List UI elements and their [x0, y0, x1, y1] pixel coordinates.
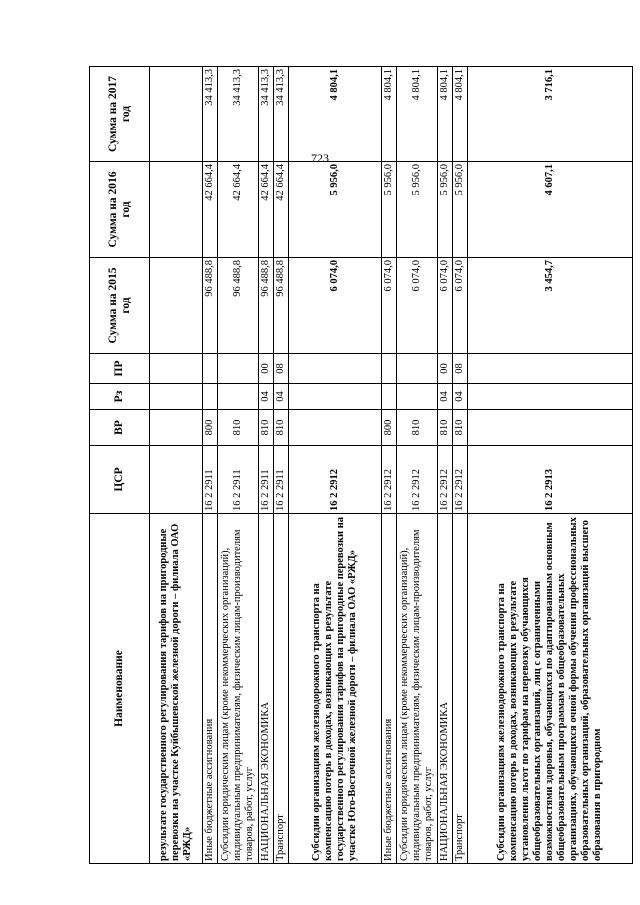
cell-name: Транспорт	[453, 514, 468, 864]
cell-sum-2016: 5 956,0	[382, 162, 397, 258]
cell-sum-2015: 6 074,0	[438, 258, 453, 354]
cell-vr	[468, 410, 633, 446]
cell-sum-2015: 6 074,0	[453, 258, 468, 354]
header-rz: Рз	[90, 384, 150, 410]
cell-name: НАЦИОНАЛЬНАЯ ЭКОНОМИКА	[259, 514, 274, 864]
cell-name: Иные бюджетные ассигнования	[203, 514, 218, 864]
table-row	[468, 67, 633, 864]
cell-name: Субсидии организациям железнодорожного транспорта на компенсацию потерь в доходах, возникающих в результате установления льгот по тарифам на перевозку обучающихся общеобразовательных организаций, лиц с ограниченными возможностями здоровья, обучающихся по адаптированным основным общеобразовательным программам в общеобразовательных организациях, обучающихся очной формы обучения профессиональных образовательных организаций, образовательных организаций высшего образования в пригородном	[468, 514, 633, 864]
cell-pr	[218, 354, 259, 384]
table-row	[274, 67, 289, 864]
cell-vr: 810	[453, 410, 468, 446]
cell-pr	[468, 354, 633, 384]
cell-vr: 810	[397, 410, 438, 446]
table-header-row	[90, 67, 150, 864]
table-row	[397, 67, 438, 864]
budget-table-sheet	[89, 67, 603, 864]
cell-csr: 16 2 2912	[289, 446, 382, 514]
table-row	[150, 67, 203, 864]
cell-pr	[289, 354, 382, 384]
cell-name: Субсидии юридическим лицам (кроме некоммерческих организаций), индивидуальным предпринимателям, физическим лицам-производителям товаров, работ, услуг	[397, 514, 438, 864]
cell-rz	[203, 384, 218, 410]
header-vr: ВР	[90, 410, 150, 446]
cell-pr: 08	[274, 354, 289, 384]
cell-sum-2016	[150, 162, 203, 258]
cell-rz	[150, 384, 203, 410]
cell-name: Иные бюджетные ассигнования	[382, 514, 397, 864]
cell-sum-2016: 5 956,0	[453, 162, 468, 258]
cell-pr: 08	[453, 354, 468, 384]
cell-name: Субсидии юридическим лицам (кроме некоммерческих организаций), индивидуальным предпринимателям, физическим лицам-производителям товаров, работ, услуг	[218, 514, 259, 864]
cell-sum-2016: 5 956,0	[397, 162, 438, 258]
cell-sum-2015: 6 074,0	[289, 258, 382, 354]
cell-vr: 800	[203, 410, 218, 446]
table-row	[203, 67, 218, 864]
header-sum-2017: Сумма на 2017 год	[90, 67, 150, 162]
cell-vr: 800	[382, 410, 397, 446]
cell-sum-2015: 3 454,7	[468, 258, 633, 354]
cell-sum-2017: 4 804,1	[382, 67, 397, 162]
cell-vr: 810	[218, 410, 259, 446]
cell-name: Субсидии организациям железнодорожного транспорта на компенсацию потерь в доходах, возникающих в результате государственного регулирования тарифов на пригородные перевозки на участке Юго-Восточной железной дороги – филиала ОАО «РЖД»	[289, 514, 382, 864]
cell-sum-2015	[150, 258, 203, 354]
cell-sum-2017: 4 804,1	[397, 67, 438, 162]
cell-vr: 810	[259, 410, 274, 446]
cell-sum-2016: 4 607,1	[468, 162, 633, 258]
cell-csr: 16 2 2911	[259, 446, 274, 514]
cell-sum-2017	[150, 67, 203, 162]
cell-sum-2015: 96 488,8	[274, 258, 289, 354]
cell-sum-2017: 34 413,3	[274, 67, 289, 162]
cell-csr: 16 2 2912	[382, 446, 397, 514]
page-number: 723	[311, 151, 329, 165]
cell-sum-2016: 42 664,4	[274, 162, 289, 258]
cell-sum-2016: 42 664,4	[218, 162, 259, 258]
cell-sum-2015: 96 488,8	[218, 258, 259, 354]
budget-table	[89, 66, 633, 864]
cell-rz: 04	[438, 384, 453, 410]
table-row	[438, 67, 453, 864]
cell-sum-2015: 6 074,0	[382, 258, 397, 354]
table-row	[218, 67, 259, 864]
cell-csr: 16 2 2911	[274, 446, 289, 514]
cell-name: НАЦИОНАЛЬНАЯ ЭКОНОМИКА	[438, 514, 453, 864]
cell-vr: 810	[274, 410, 289, 446]
cell-csr: 16 2 2913	[468, 446, 633, 514]
table-row	[259, 67, 274, 864]
cell-rz	[397, 384, 438, 410]
cell-csr: 16 2 2912	[438, 446, 453, 514]
cell-rz	[468, 384, 633, 410]
cell-pr	[150, 354, 203, 384]
cell-name: Транспорт	[274, 514, 289, 864]
cell-sum-2017: 3 716,1	[468, 67, 633, 162]
cell-sum-2017: 34 413,3	[203, 67, 218, 162]
cell-pr	[203, 354, 218, 384]
cell-sum-2017: 4 804,1	[438, 67, 453, 162]
cell-rz	[218, 384, 259, 410]
cell-vr	[289, 410, 382, 446]
cell-vr: 810	[438, 410, 453, 446]
cell-rz	[289, 384, 382, 410]
table-row	[289, 67, 382, 864]
header-csr: ЦСР	[90, 446, 150, 514]
cell-sum-2016: 42 664,4	[259, 162, 274, 258]
cell-pr	[397, 354, 438, 384]
cell-csr: 16 2 2911	[203, 446, 218, 514]
cell-rz: 04	[274, 384, 289, 410]
cell-pr	[382, 354, 397, 384]
cell-sum-2015: 96 488,8	[259, 258, 274, 354]
cell-pr: 00	[259, 354, 274, 384]
cell-csr: 16 2 2911	[218, 446, 259, 514]
cell-sum-2015: 96 488,8	[203, 258, 218, 354]
table-row	[453, 67, 468, 864]
cell-sum-2017: 4 804,1	[453, 67, 468, 162]
cell-sum-2017: 34 413,3	[259, 67, 274, 162]
cell-rz: 04	[259, 384, 274, 410]
cell-csr: 16 2 2912	[397, 446, 438, 514]
cell-sum-2015: 6 074,0	[397, 258, 438, 354]
cell-sum-2016: 5 956,0	[289, 162, 382, 258]
cell-pr: 00	[438, 354, 453, 384]
header-sum-2015: Сумма на 2015 год	[90, 258, 150, 354]
table-row	[382, 67, 397, 864]
header-sum-2016: Сумма на 2016 год	[90, 162, 150, 258]
cell-sum-2016: 42 664,4	[203, 162, 218, 258]
cell-sum-2017: 4 804,1	[289, 67, 382, 162]
header-name: Наименование	[90, 514, 150, 864]
cell-csr	[150, 446, 203, 514]
cell-rz: 04	[453, 384, 468, 410]
cell-rz	[382, 384, 397, 410]
cell-name: результате государственного регулирования тарифов на пригородные перевозки на участке Куйбышевской железной дороги – филиала ОАО «РЖД»	[150, 514, 203, 864]
cell-sum-2017: 34 413,3	[218, 67, 259, 162]
cell-csr: 16 2 2912	[453, 446, 468, 514]
cell-sum-2016: 5 956,0	[438, 162, 453, 258]
header-pr: ПР	[90, 354, 150, 384]
cell-vr	[150, 410, 203, 446]
